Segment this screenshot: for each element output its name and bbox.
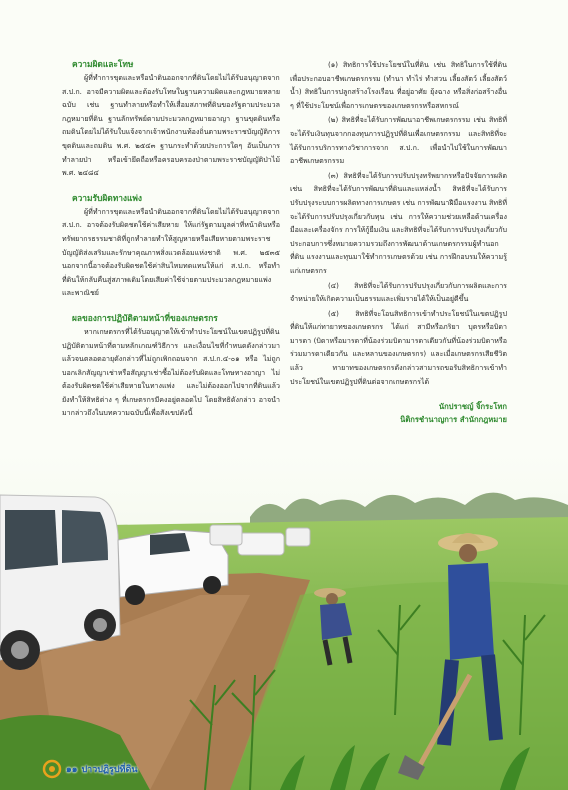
section-paragraph: ผู้ที่ทำการขุดและหรือนำดินออกจากที่ดินโดยไม่ได้รับอนุญาตจาก ส.ป.ก. อาจต้องรับผิดชดใช้ค่าเสียหาย ให้แก่รัฐตามมูลค่าที่หน้าดินหรือทรัพยากรธรรมชาติที่ถูกทำลายทำให้สูญหายหรือเสียหายตามพระราชบัญญัติส่งเสริมและรักษาคุณภาพสิ่งแวดล้อมแห่งชาติ พ.ศ. ๒๕๓๕ นอกจากนี้อาจต้องรับผิดชดใช้ค่าสินไหมทดแทนให้แก่ ส.ป.ก. หรือทำที่ดินให้กลับคืนสู่สภาพเดิมโดยเสียค่าใช้จ่ายตามประมวลกฎหมายแพ่งและพาณิชย์ <box>62 206 280 298</box>
section-heading: ความผิดและโทษ <box>72 59 134 69</box>
author-role: นิติกรชำนาญการ สำนักกฎหมาย <box>400 415 507 425</box>
section-paragraph: หากเกษตรกรที่ได้รับอนุญาตให้เข้าทำประโยชน์ในเขตปฏิรูปที่ดินปฏิบัติตามหน้าที่ตามหลักเกณฑ์วิธีการ และเงื่อนไขที่กำหนดดังกล่าวมาแล้วจนตลอดอายุดังกล่าวที่ไม่ถูกเพิกถอนจาก ส.ป.ก.๔-๐๑ หรือ ไม่ถูกบอกเลิกสัญญาเช่าหรือสัญญาเช่าซื้อไม่ต้องรับผิดและโทษทางอาญา ไม่ต้องรับผิดชดใช้ค่าเสียหายในทางแพ่ง และไม่ต้องออกไปจากที่ดินแล้ว ยังทำให้สิทธิต่าง ๆ ที่เกษตรกรมีคงอยู่ตลอดไป โดยสิทธิดังกล่าว อาจนำมากล่าวถึงในบทความฉบับนี้เพื่อสังเขปดังนี้ <box>62 326 280 418</box>
page-footer <box>42 757 138 781</box>
section-paragraph: ผู้ที่ทำการขุดและหรือนำดินออกจากที่ดินโดยไม่ได้รับอนุญาตจาก ส.ป.ก. อาจมีความผิดและต้องรับโทษในฐานความผิดและกฎหมายหลายฉบับ เช่น ฐานทำลายหรือทำให้เสื่อมสภาพที่ดินของรัฐตามประมวลกฎหมายที่ดิน ฐานลักทรัพย์ตามประมวลกฎหมายอาญา ฐานขุดดินหรือถมดินโดยไม่ได้รับใบแจ้งจากเจ้าพนักงานท้องถิ่นตามพระราชบัญญัติการขุดดินและถมดิน พ.ศ. ๒๕๔๓ ฐานกระทำด้วยประการใดๆ อันเป็นการทำลายป่า หรือเข้ายึดถือหรือครอบครองป่าตามพระราชบัญญัติป่าไม้ พ.ศ. ๒๔๘๔ <box>62 73 281 178</box>
field-photo <box>0 455 568 790</box>
rights-item: (๕) สิทธิที่จะโอนสิทธิการเข้าทำประโยชน์ในเขตปฏิรูปที่ดินให้แก่ทายาทของเกษตรกร ได้แก่ สามีหรือภริยา บุตรหรือบิดามารดา (บิดาหรือมารดาที่น้องร่วมบิดามารดาเดียวกันที่น้องร่วมบิดาหรือร่วมมารดาเดียวกัน และหลานของเกษตรกร) และเมื่อเกษตรกรเสียชีวิตแล้ว ทายาทของเกษตรกรดังกล่าวสามารถขอรับสิทธิการเข้าทำประโยชน์ในเขตปฏิรูปที่ดินต่อจากเกษตรกรได้ <box>290 308 507 386</box>
magazine-name: ปาวปฏิรูปที่ดิน <box>81 765 138 775</box>
rights-item: (๑) สิทธิการใช้ประโยชน์ในที่ดิน เช่น สิทธิในการใช้ที่ดินเพื่อประกอบอาชีพเกษตรกรรม (ทำนา ทำไร่ ทำสวน เลี้ยงสัตว์ เลี้ยงสัตว์น้ำ) สิทธิในการปลูกสร้างโรงเรือน ที่อยู่อาศัย ยุ้งฉาง หรือสิ่งก่อสร้างอื่น ๆ ที่ใช้ประโยชน์เพื่อการเกษตรของเกษตรกรหรือสหกรณ์ <box>290 60 507 110</box>
page-number: ๑๑ <box>66 765 78 775</box>
left-column <box>62 58 280 432</box>
magazine-logo-icon <box>42 759 62 779</box>
section-heading: ความรับผิดทางแพ่ง <box>72 192 143 203</box>
section-farmer-duties <box>62 312 280 420</box>
right-column <box>290 58 507 426</box>
section-civil-liability <box>62 192 280 300</box>
section-offense <box>62 58 280 180</box>
rights-item: (๒) สิทธิที่จะได้รับการพัฒนาอาชีพเกษตรกรรม เช่น สิทธิที่จะได้รับเงินทุนจากกองทุนการปฏิรูปที่ดินเพื่อเกษตรกรรม และสิทธิที่จะได้รับการบริการทางวิชาการจาก ส.ป.ก. เพื่อนำไปใช้ในการพัฒนาอาชีพเกษตรกรรม <box>290 115 507 166</box>
rights-item: (๔) สิทธิที่จะได้รับการปรับปรุงเกี่ยวกับการผลิตและการจำหน่ายให้เกิดความเป็นธรรมและเพิ่มรายได้ให้เป็นอยู่ดีขึ้น <box>290 280 507 304</box>
author-name: นักปราชญ์ จิ๊กระโทก <box>438 402 507 412</box>
rights-item: (๓) สิทธิที่จะได้รับการปรับปรุงทรัพยากรหรือปัจจัยการผลิต เช่น สิทธิที่จะได้รับการพัฒนาที่ดินและแหล่งน้ำ สิทธิที่จะได้รับการปรับปรุงระบบการผลิตทางการเกษตร เช่น การพัฒนาฝีมือแรงงาน สิทธิที่จะได้รับการปรับปรุงเกี่ยวกับทุน เช่น การให้ความช่วยเหลือด้านเครื่องมือและเครื่องจักร การให้กู้ยืมเงิน และสิทธิที่จะได้รับการปรับปรุงเกี่ยวกับประกอบการซึ่งหมายความรวมถึงการพัฒนาด้านเกษตรกรรมผู้ทำนอกที่ดิน แรงงานและทุนมาใช้ทำการเกษตรด้วย เช่น การฝึกอบรมให้ความรู้แก่เกษตรกร <box>290 170 507 275</box>
section-heading: ผลของการปฏิบัติตามหน้าที่ของเกษตรกร <box>72 312 218 323</box>
